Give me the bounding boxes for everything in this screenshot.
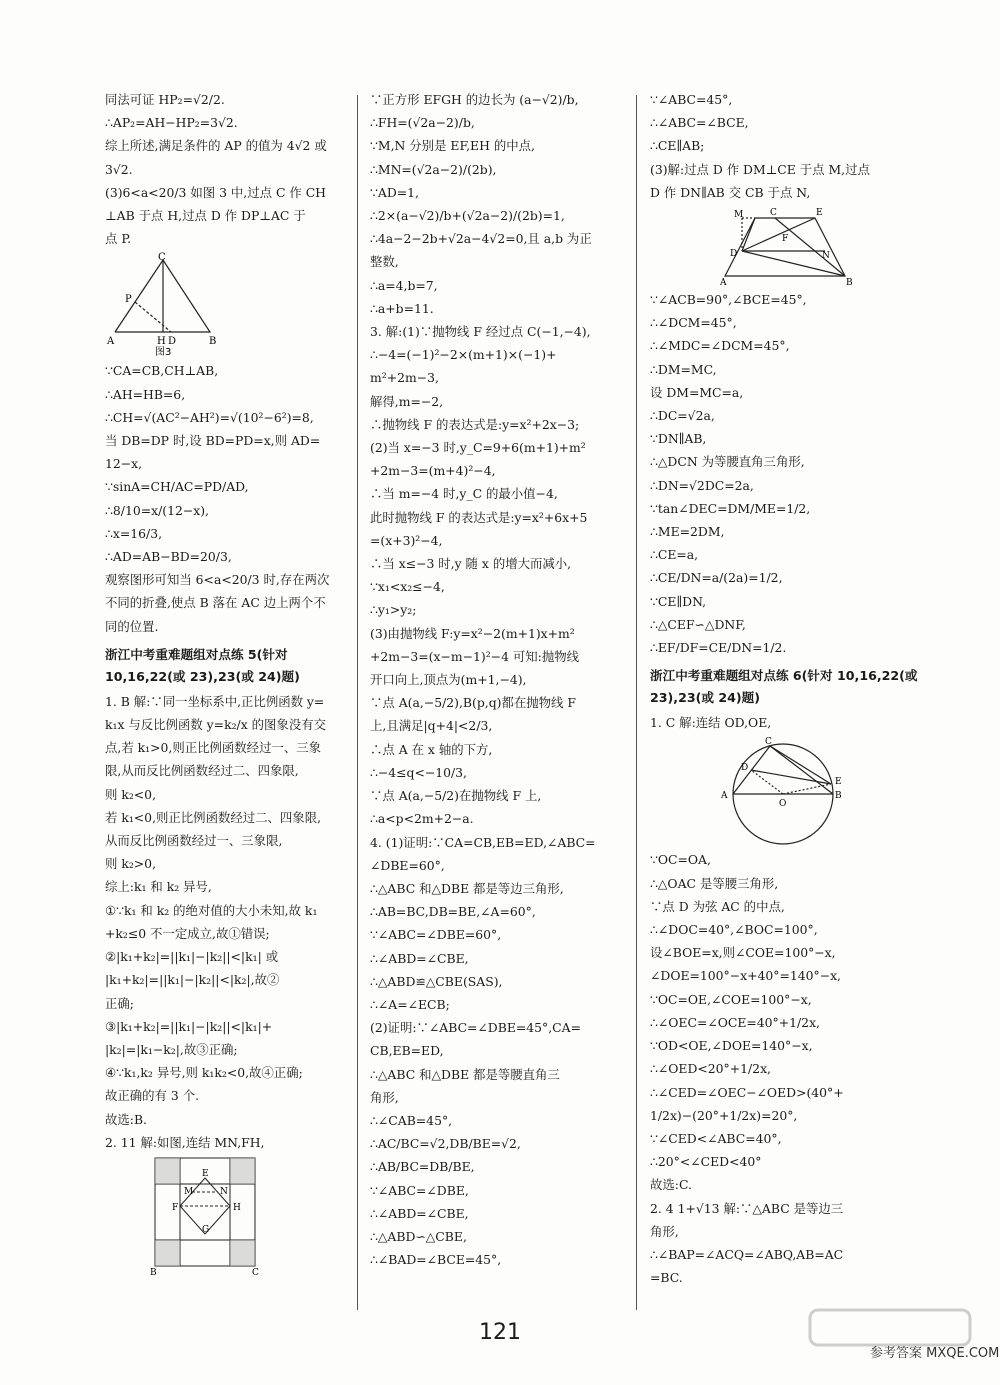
text-line: ∵OC=OE,∠COE=100°−x, bbox=[650, 991, 812, 1007]
label-N: N bbox=[220, 1186, 228, 1197]
text-line: ∴抛物线 F 的表达式是:y=x²+2x−3; bbox=[370, 416, 580, 432]
figure-circle bbox=[715, 736, 855, 846]
text-line: 点 P. bbox=[105, 231, 132, 247]
text-line: ∴AP₂=AH−HP₂=3√2. bbox=[105, 115, 238, 131]
text-line: ∴20°<∠CED<40° bbox=[650, 1154, 762, 1170]
watermark-logo bbox=[800, 1300, 980, 1380]
text-line: =(x+3)²−4, bbox=[370, 532, 443, 548]
figure-trapezoid bbox=[720, 206, 870, 286]
text-line: ∴ME=2DM, bbox=[650, 524, 725, 540]
label-A: A bbox=[107, 336, 115, 348]
text-line: ∴△ABC 和△DBE 都是等腰直角三 bbox=[370, 1066, 560, 1082]
text-line: ∠DOE=100°−x+40°=140°−x, bbox=[650, 968, 841, 984]
label-M: M bbox=[184, 1186, 194, 1197]
text-line: k₁x 与反比例函数 y=k₂/x 的图象没有交 bbox=[105, 717, 326, 733]
label-D: D bbox=[741, 763, 749, 774]
watermark-text bbox=[870, 1342, 999, 1361]
text-line: |k₁+k₂|=||k₁|−|k₂||<|k₂|,故② bbox=[105, 972, 280, 988]
section-heading-6: 浙江中考重难题组对点练 6(针对 10,16,22(或 23),23(或 24)题) bbox=[650, 668, 918, 706]
text-line: ∠DBE=60°, bbox=[370, 857, 445, 873]
label-D: D bbox=[168, 336, 177, 348]
text-line: 故选:C. bbox=[650, 1177, 692, 1193]
text-line: CB,EB=ED, bbox=[370, 1043, 444, 1059]
label-M: M bbox=[734, 210, 744, 221]
figure-grid-square bbox=[150, 1156, 270, 1276]
text-line: 1/2x)−(20°+1/2x)=20°, bbox=[650, 1107, 798, 1123]
text-line: ∴∠BAD=∠BCE=45°, bbox=[370, 1252, 502, 1268]
text-line: ①∵k₁ 和 k₂ 的绝对值的大小未知,故 k₁ bbox=[105, 902, 318, 918]
watermark-url: MXQE.COM bbox=[926, 1346, 1000, 1361]
text-line: 当 DB=DP 时,设 BD=PD=x,则 AD= bbox=[105, 433, 321, 449]
text-line: 4. (1)证明:∵CA=CB,EB=ED,∠ABC= bbox=[370, 834, 596, 850]
text-line: 3√2. bbox=[105, 161, 133, 177]
text-line: 12−x, bbox=[105, 456, 143, 472]
text-line: 则 k₂<0, bbox=[105, 786, 157, 802]
text-line: ∴∠DOC=40°,∠BOC=100°, bbox=[650, 922, 818, 938]
text-line: ⊥AB 于点 H,过点 D 作 DP⊥AC 于 bbox=[105, 208, 306, 224]
text-line: 整数, bbox=[370, 254, 399, 270]
label-B: B bbox=[835, 791, 842, 802]
text-line: ∴当 x≤−3 时,y 随 x 的增大而减小, bbox=[370, 556, 572, 572]
column-divider-right bbox=[636, 95, 637, 1310]
label-E: E bbox=[202, 1168, 209, 1179]
text-line: 解得,m=−2, bbox=[370, 393, 444, 409]
text-line: ∴∠A=∠ECB; bbox=[370, 996, 450, 1012]
text-line: ∴CE/DN=a/(2a)=1/2, bbox=[650, 570, 783, 586]
text-line: 2. 4 1+√13 解:∵△ABC 是等边三 bbox=[650, 1200, 844, 1216]
text-line: |k₂|=|k₁−k₂|,故③正确; bbox=[105, 1041, 238, 1057]
text-line: ∴CE∥AB; bbox=[650, 138, 705, 154]
label-C: C bbox=[252, 1267, 259, 1276]
text-line: ∵∠ACB=90°,∠BCE=45°, bbox=[650, 292, 807, 308]
column-3 bbox=[650, 88, 920, 1289]
text-line: ∴DN=√2DC=2a, bbox=[650, 477, 754, 493]
text-line: ∴∠ABC=∠BCE, bbox=[650, 115, 749, 131]
text-line: 开口向上,顶点为(m+1,−4), bbox=[370, 672, 527, 688]
text-line: 综上:k₁ 和 k₂ 异号, bbox=[105, 879, 212, 895]
text-line: ∴∠OEC=∠OCE=40°+1/2x, bbox=[650, 1014, 820, 1030]
text-line: ∴CE=a, bbox=[650, 547, 699, 563]
label-C: C bbox=[765, 737, 772, 748]
text-line: 此时抛物线 F 的表达式是:y=x²+6x+5 bbox=[370, 509, 588, 525]
text-line: 从而反比例函数经过一、三象限, bbox=[105, 833, 283, 849]
text-line: ∴当 m=−4 时,y_C 的最小值−4, bbox=[370, 486, 558, 502]
text-line: ∴∠ABD=∠CBE, bbox=[370, 1205, 469, 1221]
text-line: ∴CH=√(AC²−AH²)=√(10²−6²)=8, bbox=[105, 409, 314, 425]
text-line: 则 k₂>0, bbox=[105, 856, 157, 872]
text-line: +k₂≤0 不一定成立,故①错误; bbox=[105, 925, 270, 941]
column-1 bbox=[105, 88, 350, 1278]
text-line: ∴∠DCM=45°, bbox=[650, 315, 737, 331]
text-line: ∵AD=1, bbox=[370, 184, 419, 200]
text-line: ∴2×(a−√2)/b+(√2a−2)/(2b)=1, bbox=[370, 208, 565, 224]
text-line: ∴点 A 在 x 轴的下方, bbox=[370, 741, 493, 757]
text-line: 2. 11 解:如图,连结 MN,FH, bbox=[105, 1134, 265, 1150]
text-line: 限,从而反比例函数经过二、四象限, bbox=[105, 763, 299, 779]
text-line: =BC. bbox=[650, 1270, 683, 1286]
text-line: ∴∠ABD=∠CBE, bbox=[370, 950, 469, 966]
text-line: ∵CA=CB,CH⊥AB, bbox=[105, 363, 219, 379]
text-line: ∴x=16/3, bbox=[105, 525, 163, 541]
text-line: 上,且满足|q+4|<2/3, bbox=[370, 718, 493, 734]
text-line: ∴y₁>y₂; bbox=[370, 602, 417, 618]
text-line: (3)6<a<20/3 如图 3 中,过点 C 作 CH bbox=[105, 184, 326, 200]
text-line: ②|k₁+k₂|=||k₁|−|k₂||<|k₁| 或 bbox=[105, 949, 279, 965]
label-B: B bbox=[209, 336, 217, 348]
section-heading-5: 浙江中考重难题组对点练 5(针对 10,16,22(或 23),23(或 24)题) bbox=[105, 646, 300, 684]
text-line: ∵M,N 分别是 EF,EH 的中点, bbox=[370, 138, 535, 154]
text-line: ∴△CEF∽△DNF, bbox=[650, 616, 746, 632]
text-line: 故正确的有 3 个. bbox=[105, 1088, 200, 1104]
text-line: ∴AD=AB−BD=20/3, bbox=[105, 549, 232, 565]
text-line: 角形, bbox=[370, 1089, 399, 1105]
text-line: ∴∠CED=∠OEC−∠OED>(40°+ bbox=[650, 1084, 844, 1100]
text-line: ∴∠BAP=∠ACQ=∠ABQ,AB=AC bbox=[650, 1246, 844, 1262]
text-line: ∵∠ABC=45°, bbox=[650, 92, 733, 107]
label-B: B bbox=[846, 278, 853, 287]
text-line: 1. B 解:∵同一坐标系中,正比例函数 y= bbox=[105, 693, 325, 709]
text-line: 故选:B. bbox=[105, 1111, 147, 1127]
text-line: ∴AB/BC=DB/BE, bbox=[370, 1159, 475, 1175]
text-line: ∴AH=HB=6, bbox=[105, 386, 186, 402]
text-line: ∵∠ABC=∠DBE, bbox=[370, 1182, 469, 1198]
text-line: ∴∠OED<20°+1/2x, bbox=[650, 1061, 771, 1077]
text-line: 正确; bbox=[105, 995, 134, 1011]
text-line: ∵OC=OA, bbox=[650, 852, 711, 868]
label-E: E bbox=[835, 777, 842, 788]
text-line: ∴a+b=11. bbox=[370, 300, 434, 316]
column-2 bbox=[370, 88, 620, 1271]
text-line: ∵CE∥DN, bbox=[650, 593, 707, 609]
text-line: ∴△OAC 是等腰三角形, bbox=[650, 875, 779, 891]
column-divider-left bbox=[357, 95, 358, 1310]
text-line: 设∠BOE=x,则∠COE=100°−x, bbox=[650, 945, 836, 961]
text-line: (3)由抛物线 F:y=x²−2(m+1)x+m² bbox=[370, 625, 575, 641]
text-line: ④∵k₁,k₂ 异号,则 k₁k₂<0,故④正确; bbox=[105, 1065, 303, 1081]
figure-caption: 图3 bbox=[155, 347, 172, 358]
text-line: 同法可证 HP₂=√2/2. bbox=[105, 92, 225, 107]
text-line: ∴a<p<2m+2−a. bbox=[370, 811, 474, 827]
text-line: 3. 解:(1)∵抛物线 F 经过点 C(−1,−4), bbox=[370, 324, 591, 340]
text-line: ∴△DCN 为等腰直角三角形, bbox=[650, 454, 805, 470]
text-line: ∴AC/BC=√2,DB/BE=√2, bbox=[370, 1136, 521, 1152]
label-B: B bbox=[150, 1267, 157, 1276]
text-line: ③|k₁+k₂|=||k₁|−|k₂||<|k₁|+ bbox=[105, 1018, 273, 1034]
text-line: m²+2m−3, bbox=[370, 370, 439, 386]
text-line: (3)解:过点 D 作 DM⊥CE 于点 M,过点 bbox=[650, 161, 870, 177]
text-line: ∵tan∠DEC=DM/ME=1/2, bbox=[650, 500, 811, 516]
text-line: ∴∠CAB=45°, bbox=[370, 1112, 453, 1128]
text-line: ∵正方形 EFGH 的边长为 (a−√2)/b, bbox=[370, 92, 579, 107]
label-G: G bbox=[202, 1224, 210, 1235]
text-line: ∵OD<OE,∠DOE=140°−x, bbox=[650, 1038, 813, 1054]
text-line: +2m−3=(m+4)²−4, bbox=[370, 463, 496, 479]
text-line: ∵DN∥AB, bbox=[650, 431, 707, 447]
text-line: 观察图形可知当 6<a<20/3 时,存在两次 bbox=[105, 572, 330, 588]
text-line: ∵点 A(a,−5/2),B(p,q)都在抛物线 F bbox=[370, 695, 576, 711]
text-line: ∴−4=(−1)²−2×(m+1)×(−1)+ bbox=[370, 347, 557, 363]
text-line: ∴8/10=x/(12−x), bbox=[105, 502, 209, 518]
text-line: ∵∠ABC=∠DBE=60°, bbox=[370, 927, 502, 943]
text-line: ∴△ABC 和△DBE 都是等边三角形, bbox=[370, 880, 564, 896]
text-line: ∴FH=(√2a−2)/b, bbox=[370, 115, 475, 131]
text-line: 综上所述,满足条件的 AP 的值为 4√2 或 bbox=[105, 138, 327, 154]
text-line: ∴4a−2−2b+√2a−4√2=0,且 a,b 为正 bbox=[370, 231, 592, 247]
text-line: 点,若 k₁>0,则正比例函数经过一、三象 bbox=[105, 740, 322, 756]
text-line: ∴DM=MC, bbox=[650, 361, 717, 377]
text-line: 同的位置. bbox=[105, 618, 159, 634]
text-line: (2)证明:∵∠ABC=∠DBE=45°,CA= bbox=[370, 1020, 581, 1036]
label-H: H bbox=[157, 336, 166, 348]
label-C: C bbox=[770, 208, 777, 219]
text-line: ∵∠CED<∠ABC=40°, bbox=[650, 1130, 782, 1146]
text-line: ∴△ABD∽△CBE, bbox=[370, 1228, 467, 1244]
text-line: ∴MN=(√2a−2)/(2b), bbox=[370, 161, 497, 177]
text-line: ∵点 A(a,−5/2)在抛物线 F 上, bbox=[370, 788, 542, 804]
text-line: ∵x₁<x₂≤−4, bbox=[370, 579, 445, 595]
label-A: A bbox=[720, 278, 727, 287]
label-P: P bbox=[125, 294, 132, 306]
text-line: ∴∠MDC=∠DCM=45°, bbox=[650, 338, 790, 354]
text-line: ∴DC=√2a, bbox=[650, 408, 715, 424]
label-C: C bbox=[158, 252, 166, 264]
text-line: ∴a=4,b=7, bbox=[370, 277, 438, 293]
label-H: H bbox=[233, 1202, 241, 1213]
text-line: D 作 DN∥AB 交 CB 于点 N, bbox=[650, 184, 811, 200]
text-line: 设 DM=MC=a, bbox=[650, 384, 744, 400]
text-line: 不同的折叠,使点 B 落在 AC 边上两个不 bbox=[105, 595, 326, 611]
label-F: F bbox=[172, 1202, 179, 1213]
text-line: ∵sinA=CH/AC=PD/AD, bbox=[105, 479, 249, 495]
figure-3-triangle bbox=[105, 252, 235, 357]
text-line: ∴AB=BC,DB=BE,∠A=60°, bbox=[370, 904, 536, 920]
label-O: O bbox=[779, 799, 787, 810]
text-line: 若 k₁<0,则正比例函数经过二、四象限, bbox=[105, 809, 322, 825]
text-line: 角形, bbox=[650, 1223, 679, 1239]
label-F: F bbox=[782, 234, 789, 245]
text-line: 1. C 解:连结 OD,OE, bbox=[650, 715, 772, 731]
text-line: ∴△ABD≌△CBE(SAS), bbox=[370, 973, 503, 989]
text-line: ∵点 D 为弦 AC 的中点, bbox=[650, 898, 785, 914]
text-line: +2m−3=(x−m−1)²−4 可知:抛物线 bbox=[370, 648, 580, 664]
label-E: E bbox=[816, 208, 823, 219]
label-N: N bbox=[822, 251, 830, 262]
label-A: A bbox=[721, 791, 728, 802]
text-line: ∴−4≤q<−10/3, bbox=[370, 764, 467, 780]
text-line: ∴EF/DF=CE/DN=1/2. bbox=[650, 640, 787, 656]
label-D: D bbox=[730, 249, 738, 260]
watermark-label: 参考答案 bbox=[870, 1346, 923, 1361]
page-number: 121 bbox=[479, 1320, 521, 1345]
text-line: (2)当 x=−3 时,y_C=9+6(m+1)+m² bbox=[370, 440, 586, 456]
